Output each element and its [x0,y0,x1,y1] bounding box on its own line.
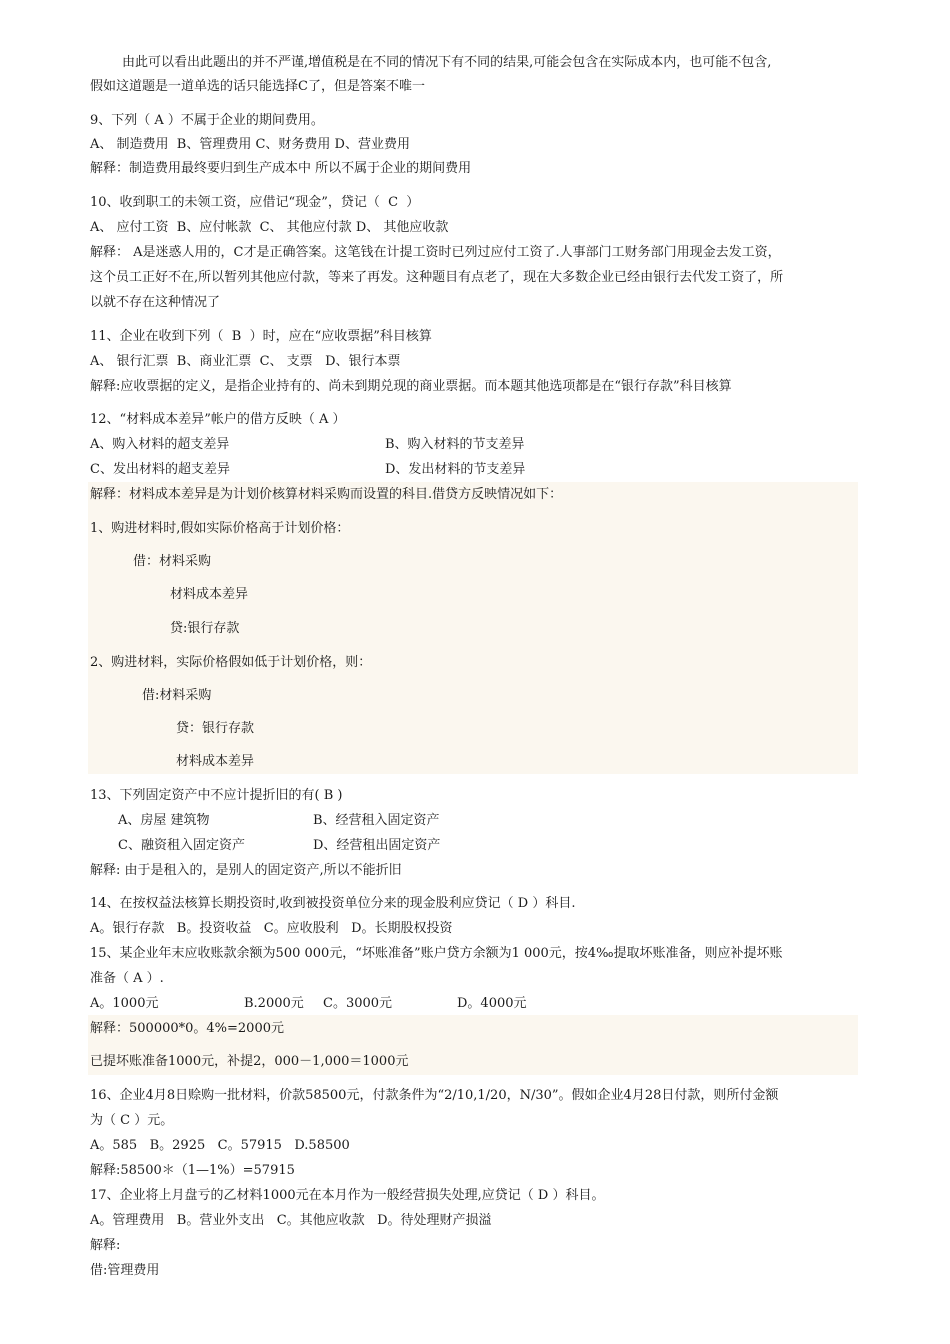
q15-question-line-1: 15、某企业年末应收账款余额为500 000元，“坏账准备”账户贷方余额为1 000元，按4‰提取坏账准备，则应补提坏账 [90,946,783,961]
q12-case-2: 2、购进材料，实际价格假如低于计划价格，则： [90,655,372,670]
q12-question: 12、“材料成本差异”帐户的借方反映（ A ） [90,412,346,427]
q12-case-1-debit: 借：材料采购 [133,554,212,569]
q14-question: 14、在按权益法核算长期投资时,收到被投资单位分来的现金股利应贷记（ D ）科目. [90,896,576,911]
q12-case-1-debit-2: 材料成本差异 [170,587,249,602]
q14-options: A。银行存款 B。投资收益 C。应收股利 D。长期股权投资 [90,921,453,936]
q15-explanation-line-2: 已提坏账准备1000元，补提2，000－1,000＝1000元 [90,1054,409,1069]
q13-explanation: 解释: 由于是租入的，是别人的固定资产,所以不能折旧 [90,863,402,878]
q17-explanation-debit: 借:管理费用 [90,1263,160,1278]
q13-option-c: C、融资租入固定资产 [118,838,245,853]
q17-options: A。管理费用 B。营业外支出 C。其他应收款 D。待处理财产损溢 [90,1213,492,1228]
q10-explanation-line-1: 解释： A是迷惑人用的，C才是正确答案。这笔钱在计提工资时已列过应付工资了.人事部门工财务部门用现金去发工资， [90,245,781,260]
intro-line-1: 由此可以看出此题出的并不严谨,增值税是在不同的情况下有不同的结果,可能会包含在实际成本内，也可能不包含, [122,55,772,70]
q10-explanation-line-3: 以就不存在这种情况了 [90,295,221,310]
q12-case-2-credit: 贷：银行存款 [176,721,255,736]
q9-options: A、 制造费用 B、管理费用 C、财务费用 D、营业费用 [90,137,410,152]
q11-options: A、 银行汇票 B、商业汇票 C、 支票 D、银行本票 [90,354,401,369]
q10-options: A、 应付工资 B、应付帐款 C、 其他应付款 D、 其他应收款 [90,220,449,235]
q15-option-c: C。3000元 [323,996,393,1011]
q10-question: 10、收到职工的未领工资，应借记“现金”，贷记（ C ） [90,195,420,210]
q15-question-line-2: 准备（ A ）. [90,971,164,986]
q12-option-b: B、购入材料的节支差异 [385,437,525,452]
q16-options: A。585 B。2925 C。57915 D.58500 [90,1138,350,1153]
q15-option-a: A。1000元 [90,996,159,1011]
q13-option-d: D、经营租出固定资产 [313,838,441,853]
q9-question: 9、下列（ A ）不属于企业的期间费用。 [90,113,324,128]
q10-explanation-line-2: 这个员工正好不在,所以暂列其他应付款，等来了再发。这种题目有点老了，现在大多数企业已经由银行去代发工资了，所 [90,270,784,285]
q12-case-2-debit: 借:材料采购 [142,688,212,703]
q12-option-a: A、购入材料的超支差异 [90,437,230,452]
q11-question: 11、企业在收到下列（ B ）时，应在“应收票据”科目核算 [90,329,432,344]
q13-option-a: A、房屋 建筑物 [118,813,210,828]
q12-case-1: 1、购进材料时,假如实际价格高于计划价格： [90,521,350,536]
q12-option-d: D、发出材料的节支差异 [385,462,526,477]
intro-line-2: 假如这道题是一道单选的话只能选择C了，但是答案不唯一 [90,79,425,94]
q15-explanation-line-1: 解释：500000*0。4%=2000元 [90,1021,284,1036]
q11-explanation: 解释:应收票据的定义，是指企业持有的、尚未到期兑现的商业票据。而本题其他选项都是在“银行存款”科目核算 [90,379,732,394]
q16-question-line-2: 为（ C ）元。 [90,1113,174,1128]
q12-explanation: 解释：材料成本差异是为计划价核算材料采购而设置的科目.借贷方反映情况如下： [90,487,563,502]
q9-explanation: 解释：制造费用最终要归到生产成本中 所以不属于企业的期间费用 [90,161,472,176]
q13-question: 13、下列固定资产中不应计提折旧的有( B ) [90,788,343,803]
q12-case-2-credit-2: 材料成本差异 [176,754,255,769]
q15-option-d: D。4000元 [457,996,527,1011]
q12-case-1-credit: 贷:银行存款 [170,621,240,636]
q12-option-c: C、发出材料的超支差异 [90,462,230,477]
q13-option-b: B、经营租入固定资产 [313,813,440,828]
q16-explanation: 解释:58500＊（1—1%）=57915 [90,1163,295,1178]
q17-explanation-label: 解释: [90,1238,121,1253]
q16-question-line-1: 16、企业4月8日赊购一批材料，价款58500元，付款条件为“2/10,1/20，N/30”。假如企业4月28日付款，则所付金额 [90,1088,779,1103]
q15-option-b: B.2000元 [244,996,304,1011]
q17-question: 17、企业将上月盘亏的乙材料1000元在本月作为一般经营损失处理,应贷记（ D ）科目。 [90,1188,605,1203]
